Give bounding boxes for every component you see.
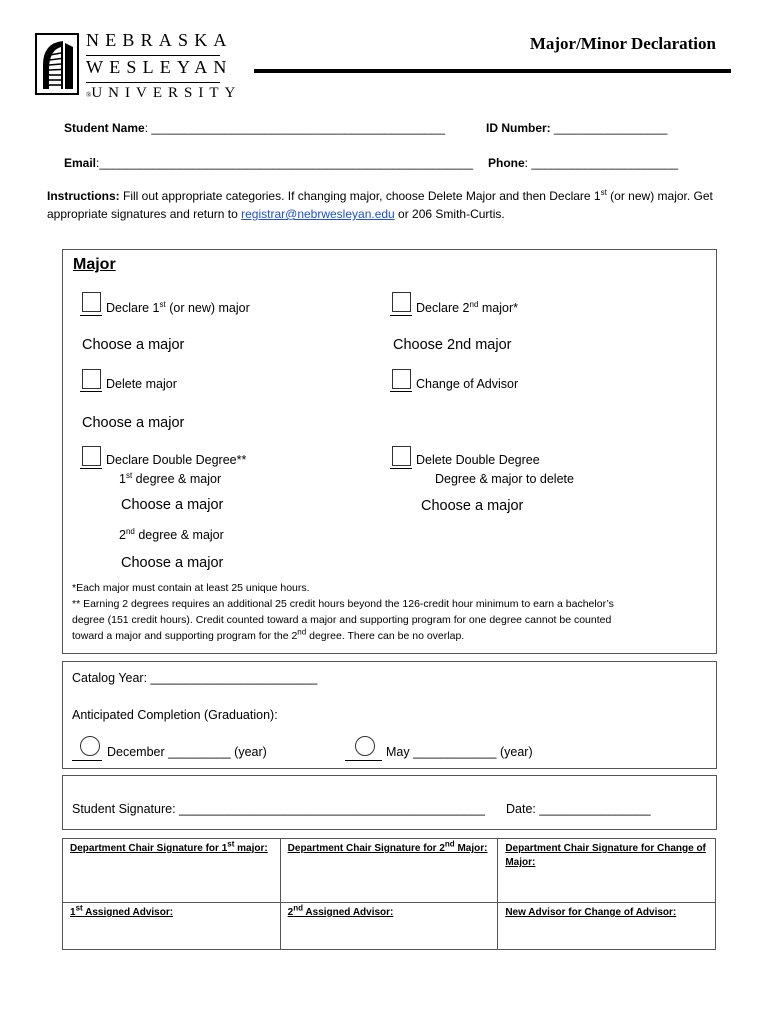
first-degree-b: degree & major [132,472,222,486]
checkbox-underline [390,315,412,316]
instructions-sup: st [600,188,607,197]
c1-a: Department Chair Signature for 1 [70,843,228,854]
choose-delete-major-dropdown[interactable]: Choose a major [82,415,185,431]
note-unique-hours: *Each major must contain at least 25 unique hours. [72,582,310,594]
choose-degree-to-delete-dropdown[interactable]: Choose a major [421,498,524,514]
logo-rule-top [86,55,220,56]
instructions [47,187,727,223]
note-double-degree-line2: degree (151 credit hours). Credit counted toward a major and supporting program for one degree cannot be counted [72,614,612,626]
may-year-field[interactable]: May ____________ (year) [386,745,533,759]
anticipated-completion-label: Anticipated Completion (Graduation): [72,708,278,722]
student-name-blank: : ____________________________________________ [144,121,446,135]
table-row [63,903,716,950]
id-number-blank: _________________ [550,121,668,135]
checkbox-underline [390,391,412,392]
change-advisor-checkbox[interactable] [392,369,411,389]
email-field[interactable] [64,156,473,170]
id-number-label: ID Number: [486,121,551,135]
id-number-field[interactable] [486,121,667,135]
second-degree-major-label [119,528,224,542]
checkbox-underline [80,315,102,316]
logo-line-university [86,83,241,105]
page-title: Major/Minor Declaration [529,34,716,53]
may-radio[interactable] [355,736,375,756]
university-logo-emblem [35,33,79,95]
chair-change-major-cell[interactable] [498,839,716,903]
instructions-text-a: Fill out appropriate categories. If changing major, choose Delete Major and then Declare 1 [119,189,601,203]
degree-to-delete-label: Degree & major to delete [435,472,574,486]
note-line3-b: degree. There can be no overlap. [306,630,465,642]
phone-field[interactable] [488,156,678,170]
phone-label: Phone [488,156,525,170]
second-degree-sup: nd [125,526,135,536]
signature-date-field[interactable]: Date: ________________ [506,802,651,816]
title-rule [254,69,731,73]
choose-second-major-dropdown[interactable]: Choose 2nd major [393,337,512,353]
declare-second-a: Declare 2 [416,301,470,315]
first-degree-a: 1 [119,472,126,486]
catalog-year-field[interactable]: Catalog Year: ________________________ [72,671,318,685]
december-year-field[interactable]: December _________ (year) [107,745,267,759]
second-degree-a: 2 [119,528,126,542]
logo-line-wesleyan: WESLEYAN [86,57,233,77]
instructions-text-c: or 206 Smith-Curtis. [394,207,505,221]
phone-blank: : ______________________ [524,156,679,170]
declare-second-major-checkbox[interactable] [392,292,411,312]
student-name-field[interactable] [64,121,445,135]
a1-a: 1 [70,907,76,918]
c2-b: Major: [454,843,488,854]
a1-b: Assigned Advisor: [82,907,174,918]
note-line3-a: toward a major and supporting program for the 2 [72,630,298,642]
archway-icon [37,35,77,93]
choose-first-major-dropdown[interactable]: Choose a major [82,337,185,353]
signatures-table [62,838,716,950]
logo-line-nebraska: NEBRASKA [86,30,233,50]
registered-mark: ® [86,91,92,99]
declare-first-a: Declare 1 [106,301,160,315]
note-double-degree-line3 [72,628,712,644]
choose-first-degree-major-dropdown[interactable]: Choose a major [121,497,224,513]
declare-second-b: major* [478,301,518,315]
major-heading: Major [73,256,116,273]
c2-a: Department Chair Signature for 2 [287,843,445,854]
declare-second-sup: nd [469,299,479,309]
declare-second-major-label [416,301,518,315]
note-line3-sup: nd [297,627,307,637]
change-advisor-label: Change of Advisor [416,377,519,391]
c2-sup: nd [444,839,455,849]
a2-sup: nd [293,903,303,913]
delete-double-degree-checkbox[interactable] [392,446,411,466]
table-row [63,839,716,903]
a2-a: 2 [287,907,294,918]
instructions-label: Instructions: [47,189,120,203]
declare-double-degree-label: Declare Double Degree** [106,453,247,467]
student-signature-field[interactable]: Student Signature: ____________________________________________ [72,802,485,816]
student-name-label: Student Name [64,121,145,135]
delete-major-checkbox[interactable] [82,369,101,389]
checkbox-underline [80,391,102,392]
c1-sup: st [227,839,235,849]
new-advisor-cell[interactable] [498,903,716,950]
declare-first-sup: st [159,299,166,309]
checkbox-underline [390,468,412,469]
december-radio[interactable] [80,736,100,756]
second-degree-b: degree & major [134,528,224,542]
second-advisor-cell[interactable] [280,903,498,950]
declare-double-degree-checkbox[interactable] [82,446,101,466]
choose-second-degree-major-dropdown[interactable]: Choose a major [121,555,224,571]
email-label: Email [64,156,97,170]
delete-major-label: Delete major [106,377,177,391]
a3-text: New Advisor for Change of Advisor: [505,907,677,918]
declare-first-major-label [106,301,250,315]
email-blank: :________________________________________________________ [96,156,474,170]
delete-double-degree-label: Delete Double Degree [416,453,540,467]
instructions-text-b: (or new) major. Get appropriate signatures and return to [47,189,713,221]
declare-first-major-checkbox[interactable] [82,292,101,312]
declare-first-b: (or new) major [165,301,250,315]
c3-text: Department Chair Signature for Change of Major: [505,843,706,868]
registrar-email-link[interactable]: registrar@nebrwesleyan.edu [241,207,395,221]
first-degree-sup: st [125,470,133,480]
note-double-degree-line1: ** Earning 2 degrees requires an additional 25 credit hours beyond the 126-credit hour minimum to earn a bachelor’s [72,598,614,610]
radio-underline [72,760,102,761]
radio-underline [345,760,382,761]
first-degree-major-label [119,472,221,486]
a2-b: Assigned Advisor: [303,907,394,918]
logo-university-text: UNIVERSITY [91,85,242,101]
checkbox-underline [80,468,102,469]
chair-first-major-cell[interactable] [63,839,281,903]
a1-sup: st [75,903,83,913]
chair-second-major-cell[interactable] [280,839,498,903]
c1-b: major: [234,843,268,854]
first-advisor-cell[interactable] [63,903,281,950]
